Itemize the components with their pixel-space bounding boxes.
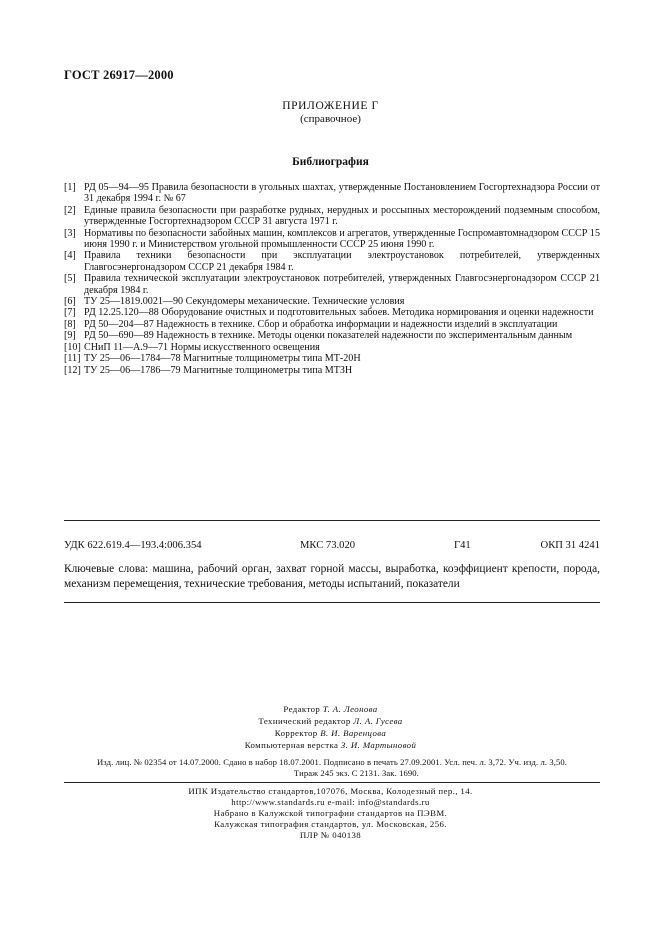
bibliography-item bbox=[64, 319, 600, 330]
ref-number: [11] bbox=[64, 353, 81, 365]
bibliography-item bbox=[64, 342, 600, 353]
bibliography-item bbox=[64, 205, 600, 228]
bibliography-item bbox=[64, 353, 600, 364]
imprint-line-1: Изд. лиц. № 02354 от 14.07.2000. Сдано в набор 18.07.2001. Подписано в печать 27.09.2001. Усл. печ. л. 3,72. Уч. изд. л. 3,50. bbox=[96, 757, 568, 767]
credit-name: Л. А. Гусева bbox=[353, 716, 403, 726]
ref-number: [4] bbox=[64, 250, 76, 262]
ref-text: Правила технической эксплуатации электроустановок потребителей, утвержденных Главгосэнергонадзором СССР 21 декабря 1984 г. bbox=[84, 273, 600, 296]
ref-number: [8] bbox=[64, 318, 76, 330]
divider-top bbox=[64, 520, 600, 521]
ref-number: [10] bbox=[64, 341, 81, 353]
okp-code: ОКП 31 4241 bbox=[540, 540, 600, 551]
ref-number: [6] bbox=[64, 296, 76, 308]
imprint-line-2: Тираж 245 экз. С 2131. Зак. 1690. bbox=[294, 768, 419, 778]
document-code: ГОСТ 26917—2000 bbox=[64, 68, 174, 82]
ref-text: ТУ 25—1819.0021—90 Секундомеры механические. Технические условия bbox=[84, 296, 405, 308]
keywords: Ключевые слова: машина, рабочий орган, захват горной массы, выработка, коэффициент крепости, порода, механизм перемещения, технические требования, методы испытаний, показатели bbox=[64, 563, 600, 590]
bibliography-item bbox=[64, 330, 600, 341]
ref-number: [12] bbox=[64, 364, 81, 376]
credit-proofreader bbox=[0, 728, 661, 740]
publisher-line-1: ИПК Издательство стандартов,107076, Москва, Колодезный пер., 14. bbox=[188, 786, 473, 796]
bibliography-item bbox=[64, 296, 600, 307]
credit-layout bbox=[0, 740, 661, 752]
ref-number: [5] bbox=[64, 273, 76, 285]
ref-text: РД 05—94—95 Правила безопасности в угольных шахтах, утвержденные Постановлением Госгортехнадзора России от 31 декабря 1994 г. № 67 bbox=[84, 182, 600, 205]
ref-text: Правила техники безопасности при эксплуатации электроустановок потребителей, утвержденных Главгосэнергонадзором СССР 21 декабря 1984 г. bbox=[84, 250, 600, 273]
group-code: Г41 bbox=[454, 540, 471, 551]
classification-row bbox=[64, 540, 600, 554]
appendix-subtitle: (справочное) bbox=[300, 113, 361, 125]
credit-tech-editor bbox=[0, 716, 661, 728]
ref-number: [1] bbox=[64, 182, 76, 193]
ref-text: СНиП 11—А.9—71 Нормы искусственного освещения bbox=[84, 341, 320, 353]
ref-text: Единые правила безопасности при разработке рудных, нерудных и россыпных месторождений подземным способом, утвержденные Госгортехнадзором СССР 31 августа 1971 г. bbox=[84, 204, 600, 228]
bibliography-list bbox=[64, 182, 600, 376]
ref-text: РД 12.25.120—88 Оборудование очистных и подготовительных забоев. Методика нормирования и оценки надежности bbox=[84, 307, 594, 319]
bibliography-item bbox=[64, 228, 600, 251]
divider-bottom bbox=[64, 602, 600, 603]
credit-label: Редактор bbox=[283, 704, 321, 714]
divider-imprint bbox=[64, 782, 600, 783]
ref-text: ТУ 25—06—1784—78 Магнитные толщинометры типа МТ-20Н bbox=[84, 353, 361, 365]
udk-code: УДК 622.619.4—193.4:006.354 bbox=[64, 540, 202, 551]
publisher-line-2: http://www.standards.ru e-mail: info@standards.ru bbox=[231, 797, 430, 807]
bibliography-item bbox=[64, 250, 600, 273]
ref-text: ТУ 25—06—1786—79 Магнитные толщинометры типа МТЗН bbox=[84, 364, 353, 376]
ref-text: РД 50—204—87 Надежность в технике. Сбор и обработка информации и надежности изделий в эксплуатации bbox=[84, 318, 558, 330]
ref-number: [9] bbox=[64, 330, 76, 342]
bibliography-item bbox=[64, 307, 600, 318]
publisher-line-3: Набрано в Калужской типографии стандартов на ПЭВМ. bbox=[213, 808, 448, 818]
credit-editor bbox=[0, 704, 661, 716]
ref-text: РД 50—690—89 Надежность в технике. Методы оценки показателей надежности по экспериментальным данным bbox=[84, 330, 573, 342]
credit-label: Корректор bbox=[274, 728, 318, 738]
bibliography-title: Библиография bbox=[292, 156, 369, 168]
bibliography-item bbox=[64, 182, 600, 205]
bibliography-item bbox=[64, 365, 600, 376]
publisher-line-5: ПЛР № 040138 bbox=[299, 830, 362, 840]
ref-number: [7] bbox=[64, 307, 76, 319]
credit-label: Компьютерная верстка bbox=[244, 740, 339, 750]
credit-name: В. И. Варенцова bbox=[320, 728, 387, 738]
ref-number: [2] bbox=[64, 204, 76, 216]
ref-number: [3] bbox=[64, 227, 76, 239]
bibliography-item bbox=[64, 273, 600, 296]
ref-text: Нормативы по безопасности забойных машин, комплексов и агрегатов, утвержденные Госпромавтомнадзором СССР 15 июня 1990 г. и Министерством угольной промышленности СССР 25 июня 1990 г. bbox=[84, 227, 600, 251]
credit-label: Технический редактор bbox=[258, 716, 351, 726]
appendix-title: ПРИЛОЖЕНИЕ Г bbox=[282, 100, 379, 112]
publisher-line-4: Калужская типография стандартов, ул. Московская, 256. bbox=[214, 819, 447, 829]
credit-name: Т. А. Леонова bbox=[322, 704, 378, 714]
credit-name: З. И. Мартыновой bbox=[340, 740, 417, 750]
mks-code: МКС 73.020 bbox=[300, 540, 356, 551]
